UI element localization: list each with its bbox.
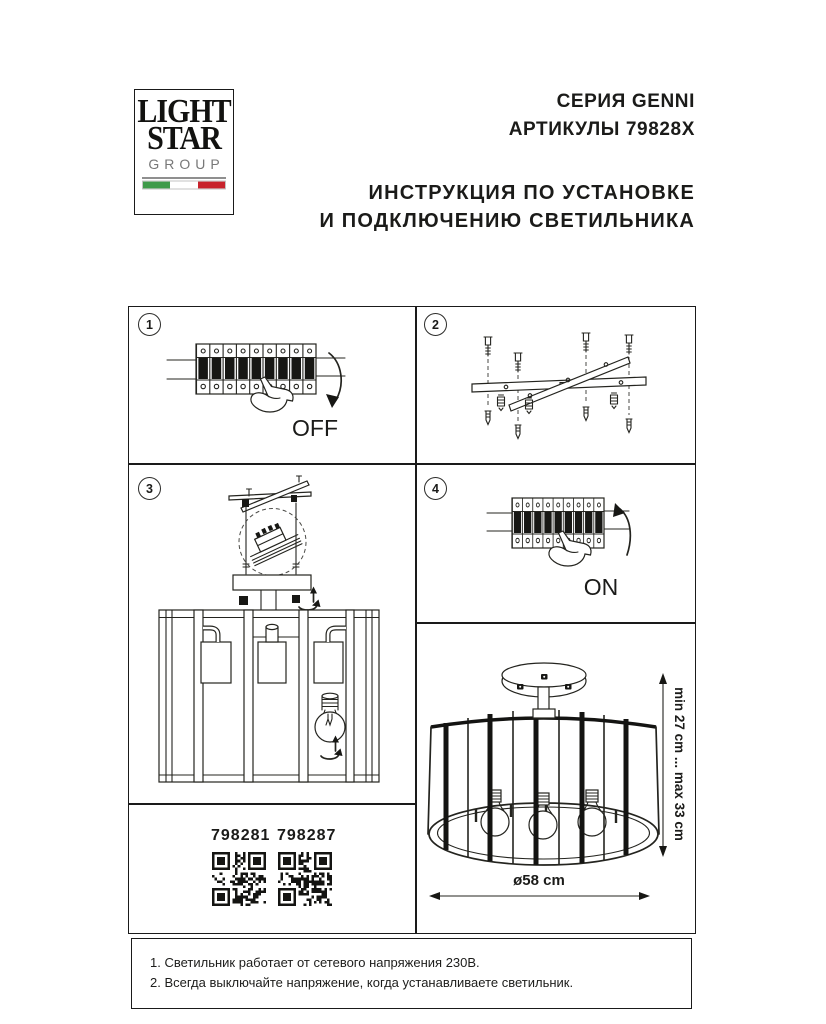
articles-title: АРТИКУЛЫ 79828X [508,119,695,140]
instruction-title [319,179,695,235]
step-1-panel [129,307,416,463]
lamp-drawing [417,624,695,933]
step-4-panel [417,465,695,622]
instruction-line-2: И ПОДКЛЮЧЕНИЮ СВЕТИЛЬНИКА [319,210,695,232]
diameter-dimension-label: ø58 cm [513,872,565,889]
qr-code-798281 [212,851,266,907]
step-2-number-badge [424,313,447,336]
step-3-number-badge [138,477,161,500]
italian-flag-icon [142,177,226,190]
logo-word-light: LIGHT [137,92,231,130]
logo-word-star: STAR [147,119,221,157]
off-label: OFF [292,415,338,441]
step-2-panel [417,307,695,463]
breaker-off-drawing [129,307,416,463]
breaker-on-drawing [417,465,695,622]
step-3-panel [129,465,416,803]
instruction-line-1: ИНСТРУКЦИЯ ПО УСТАНОВКЕ [368,182,695,204]
qr-code-798287 [278,851,332,907]
mounting-brackets-drawing [417,307,695,463]
step-4-number-badge [424,477,447,500]
logo-word-group: GROUP [148,156,225,172]
step-1-number-badge [138,313,161,336]
step-2-number: 2 [432,317,439,332]
qr-item-798281 [211,827,271,907]
assembly-drawing [129,465,416,803]
lamp-dimensions-panel [417,624,695,933]
notes-box [131,938,692,1009]
lightstar-logo [134,89,234,215]
step-4-number: 4 [432,481,439,496]
instruction-grid [128,306,696,934]
qr-codes-panel [129,805,416,933]
series-header [509,88,695,144]
on-label: ON [583,574,619,600]
height-dimension-label: min 27 cm ... max 33 cm [672,687,687,841]
article-number-label: 798287 [277,827,337,844]
note-2: 2. Всегда выключайте напряжение, когда устанавливаете светильник. [150,975,574,990]
article-number-label: 798281 [211,827,271,844]
step-1-number: 1 [146,317,153,332]
qr-item-798287 [277,827,337,907]
step-3-number: 3 [146,481,153,496]
note-1: 1. Светильник работает от сетевого напряжения 230В. [150,955,480,970]
series-title: СЕРИЯ GENNI [556,91,695,112]
